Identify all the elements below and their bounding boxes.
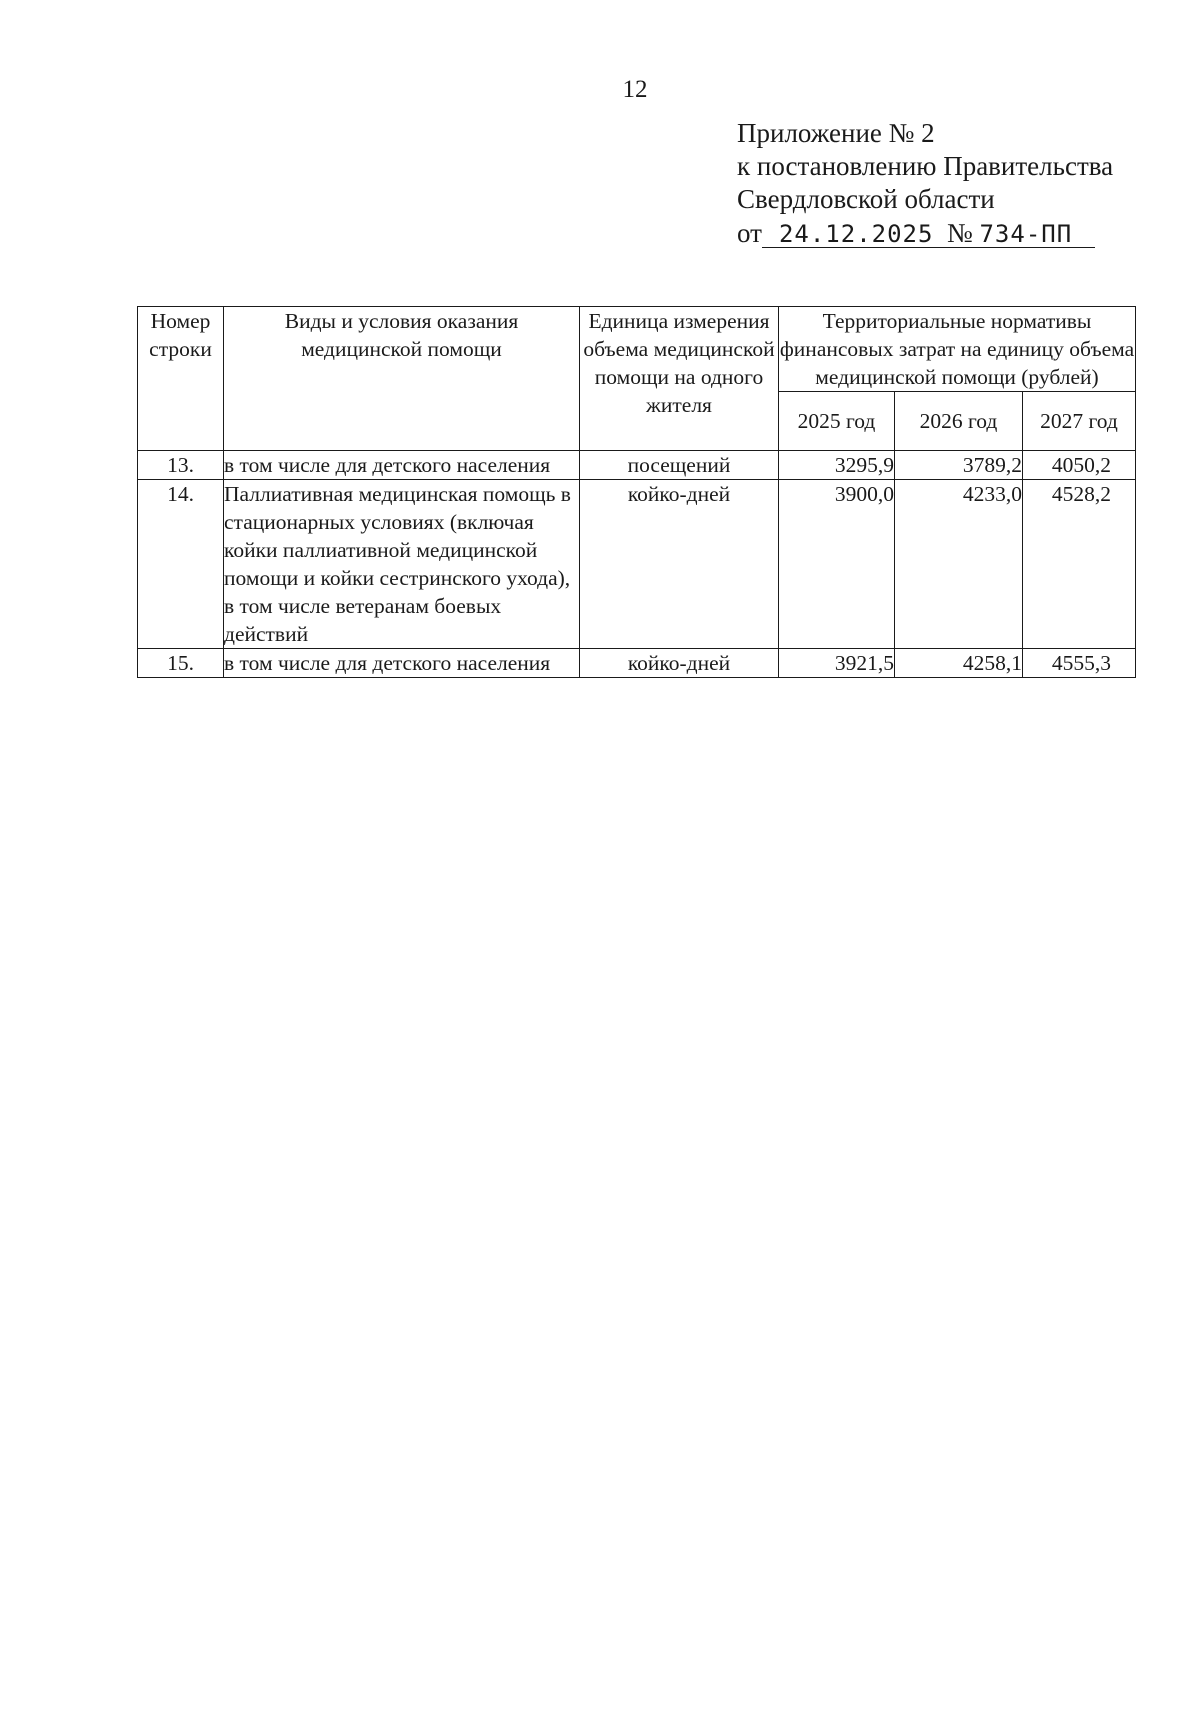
row-value-2025: 3295,9 [779,451,895,480]
row-value-2026: 4258,1 [895,649,1023,678]
row-kind: Паллиативная медицинская помощь в стационарных условиях (включая койки паллиативной медицинской помощи и койки сестринского ухода), в том числе ветеранам боевых действий [224,480,580,649]
resolution-date: 24.12.2025 [762,221,937,248]
page-number: 12 [622,76,648,103]
row-value-2027: 4528,2 [1023,480,1136,649]
row-unit: посещений [580,451,779,480]
row-kind: в том числе для детского населения [224,649,580,678]
header-kind: Виды и условия оказания медицинской помощи [224,307,580,451]
row-number: 15. [138,649,224,678]
row-value-2025: 3921,5 [779,649,895,678]
row-value-2025: 3900,0 [779,480,895,649]
header-year-2027: 2027 год [1023,392,1136,451]
row-value-2026: 4233,0 [895,480,1023,649]
header-year-2025: 2025 год [779,392,895,451]
row-unit: койко-дней [580,649,779,678]
header-year-2026: 2026 год [895,392,1023,451]
row-value-2027: 4050,2 [1023,451,1136,480]
row-unit: койко-дней [580,480,779,649]
appendix-title: Приложение № 2 [737,118,935,148]
appendix-line-3: Свердловской области [737,184,995,214]
header-norms: Территориальные нормативы финансовых затрат на единицу объема медицинской помощи (рублей) [779,307,1136,392]
header-unit: Единица измерения объема медицинской помощи на одного жителя [580,307,779,451]
date-prefix: от [737,218,762,248]
table-header-row [138,307,1136,392]
row-number: 14. [138,480,224,649]
norms-table [137,306,1136,678]
appendix-block [737,117,1113,250]
table-row [138,649,1136,678]
appendix-line-2: к постановлению Правительства [737,151,1114,181]
resolution-number-field [937,220,1095,248]
row-kind: в том числе для детского населения [224,451,580,480]
row-number: 13. [138,451,224,480]
table-row [138,480,1136,649]
table-row [138,451,1136,480]
number-prefix: № [946,218,973,248]
row-value-2027: 4555,3 [1023,649,1136,678]
resolution-number: 734-ПП [979,220,1073,248]
resolution-date-number [737,217,1113,250]
row-value-2026: 3789,2 [895,451,1023,480]
header-row-number: Номер строки [138,307,224,451]
